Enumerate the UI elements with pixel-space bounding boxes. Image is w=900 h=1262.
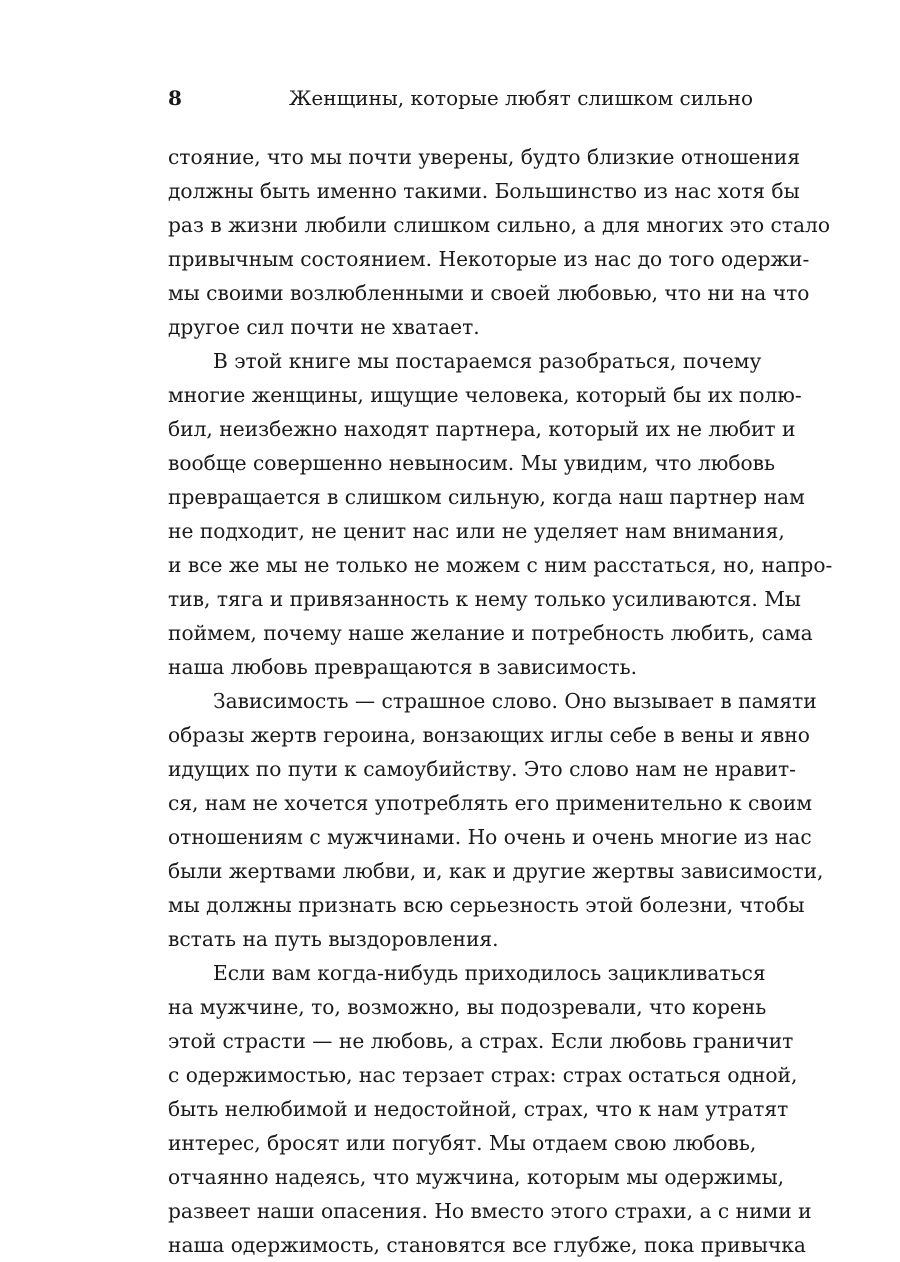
- text-line: образы жертв героина, вонзающих иглы себе в вены и явно: [168, 723, 810, 747]
- text-line: и все же мы не только не можем с ним расстаться, но, напро-: [168, 553, 833, 577]
- text-line: на мужчине, то, возможно, вы подозревали, что корень: [168, 995, 767, 1019]
- text-line: должны быть именно такими. Большинство из нас хотя бы: [168, 179, 800, 203]
- running-header: [168, 86, 753, 116]
- text-line: В этой книге мы постараемся разобраться, почему: [213, 349, 762, 373]
- text-line: отношениям с мужчинами. Но очень и очень многие из нас: [168, 825, 812, 849]
- text-line: с одержимостью, нас терзает страх: страх остаться одной,: [168, 1063, 798, 1087]
- text-line: этой страсти — не любовь, а страх. Если любовь граничит: [168, 1029, 794, 1053]
- text-line: раз в жизни любили слишком сильно, а для многих это стало: [168, 213, 831, 237]
- text-line: Зависимость — страшное слово. Оно вызывает в памяти: [213, 689, 817, 713]
- text-line: быть нелюбимой и недостойной, страх, что к нам утратят: [168, 1097, 789, 1121]
- text-line: многие женщины, ищущие человека, который бы их полю-: [168, 383, 802, 407]
- text-line: идущих по пути к самоубийству. Это слово нам не нравит-: [168, 757, 796, 781]
- text-line: ся, нам не хочется употреблять его применительно к своим: [168, 791, 813, 815]
- book-title: Женщины, которые любят слишком сильно: [288, 86, 753, 110]
- text-line: отчаянно надеясь, что мужчина, которым мы одержимы,: [168, 1165, 785, 1189]
- text-line: встать на путь выздоровления.: [168, 927, 499, 951]
- text-line: привычным состоянием. Некоторые из нас до того одержи-: [168, 247, 810, 271]
- text-line: не подходит, не ценит нас или не уделяет нам внимания,: [168, 519, 785, 543]
- text-line: мы своими возлюбленными и своей любовью, что ни на что: [168, 281, 810, 305]
- text-line: другое сил почти не хватает.: [168, 315, 480, 339]
- text-line: стояние, что мы почти уверены, будто близкие отношения: [168, 145, 801, 169]
- text-line: были жертвами любви, и, как и другие жертвы зависимости,: [168, 859, 824, 883]
- body-text: [168, 140, 833, 1262]
- text-line: вообще совершенно невыносим. Мы увидим, что любовь: [168, 451, 776, 475]
- text-line: мы должны признать всю серьезность этой болезни, чтобы: [168, 893, 805, 917]
- text-line: Если вам когда-нибудь приходилось зацикливаться: [213, 961, 766, 985]
- page-number: 8: [168, 86, 182, 110]
- text-line: поймем, почему наше желание и потребность любить, сама: [168, 621, 813, 645]
- text-line: бил, неизбежно находят партнера, который их не любит и: [168, 417, 796, 441]
- text-line: развеет наши опасения. Но вместо этого страхи, а с ними и: [168, 1199, 812, 1223]
- text-line: тив, тяга и привязанность к нему только усиливаются. Мы: [168, 587, 801, 611]
- text-line: превращается в слишком сильную, когда наш партнер нам: [168, 485, 805, 509]
- text-line: наша любовь превращаются в зависимость.: [168, 655, 637, 679]
- text-line: интерес, бросят или погубят. Мы отдаем свою любовь,: [168, 1131, 757, 1155]
- text-line: наша одержимость, становятся все глубже, пока привычка: [168, 1233, 806, 1257]
